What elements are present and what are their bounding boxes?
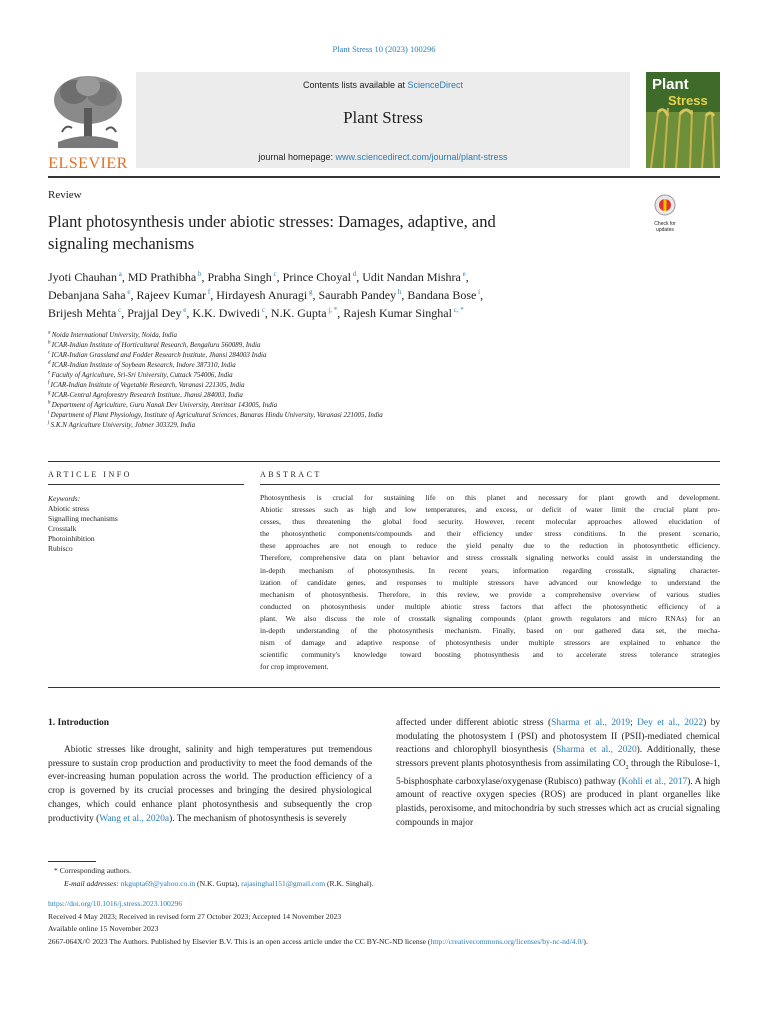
article-info-rule: [48, 484, 244, 485]
affiliation-item: [48, 370, 383, 380]
abstract-rule: [260, 484, 720, 485]
affiliation-item: [48, 340, 383, 350]
affiliation-item: [48, 400, 383, 410]
keywords-block: [48, 494, 118, 554]
author-name[interactable]: Debanjana Saha: [48, 288, 126, 302]
abstract-line: for crop improvement.: [260, 662, 329, 672]
elsevier-tree-icon: [48, 72, 128, 148]
author-line: Jyoti Chauhan $^a$, MD Prathibha $^b$, Prabha Singh $^c$, Prince Choyal $^d$, Udit Nandan Mishra $^e$,: [48, 270, 469, 284]
author-affiliation-marker[interactable]: d: [350, 270, 357, 278]
corresponding-authors-note: * Corresponding authors.: [54, 866, 131, 875]
keyword-item: Photoinhibition: [48, 534, 95, 543]
affiliation-marker: g: [48, 390, 52, 396]
affiliation-marker: h: [48, 400, 52, 406]
check-for-updates-badge[interactable]: [648, 194, 682, 233]
author-affiliation-marker[interactable]: c: [116, 306, 122, 314]
author-name[interactable]: Prajjal Dey: [127, 306, 182, 320]
citation-sharma-2020[interactable]: Sharma et al., 2020: [556, 745, 637, 756]
affiliation-text: ICAR-Indian Grassland and Fodder Research Institute, Jhansi 284003 India: [51, 351, 267, 359]
affiliation-text: Noida International University, Noida, India: [51, 331, 177, 339]
abstract-line: mechanism of photosynthesis. Therefore, in this review, we provide a comprehensive overview of various studies: [260, 589, 720, 599]
section-heading-introduction: 1. Introduction: [48, 718, 110, 728]
author-name[interactable]: Hirdayesh Anuragi: [216, 288, 308, 302]
affiliation-text: ICAR-Central Agroforestry Research Institute, Jhansi 284003, India: [51, 391, 243, 399]
author-affiliation-marker[interactable]: b: [196, 270, 202, 278]
abstract-line: plant. We also discuss the role of crosstalk signaling compounds (plant growth regulators and micro RNAs) for an: [260, 613, 720, 623]
author-name[interactable]: Rajesh Kumar Singhal: [343, 306, 452, 320]
abstract-line: cesses, thus threatening the global food security. However, recent molecular approaches allowed elucidation of: [260, 517, 720, 527]
homepage-link[interactable]: www.sciencedirect.com/journal/plant-stress: [335, 152, 508, 162]
author-name[interactable]: Brijesh Mehta: [48, 306, 117, 320]
keyword-item: Abiotic stress: [48, 504, 90, 513]
abstract-line: conducted on photosynthesis under multiple abiotic stress factors that affect the photosynthetic efficiency of a: [260, 601, 720, 611]
author-name[interactable]: Saurabh Pandey: [318, 288, 397, 302]
cover-word-stress: Stress: [668, 93, 708, 108]
elsevier-logo[interactable]: [48, 72, 128, 172]
abstract-line: the photosynthetic components/compounds and their efficiency under stress conditions. In the present scenario,: [260, 529, 720, 539]
author-name[interactable]: Udit Nandan Mishra: [362, 270, 461, 284]
cover-word-plant: Plant: [652, 76, 689, 93]
author-affiliation-marker[interactable]: c: [271, 270, 277, 278]
affiliation-marker: d: [48, 360, 52, 366]
abstract-line: these approaches are not enough to reduce the yield penalty due to the reduction in photosynthetic efficiency.: [260, 541, 720, 551]
info-rule: [48, 461, 720, 462]
author-affiliation-marker[interactable]: e: [125, 288, 131, 296]
author-name[interactable]: Prabha Singh: [207, 270, 272, 284]
affiliation-text: S.K.N Agriculture University, Jobner 303329, India: [50, 421, 196, 429]
article-info-heading: ARTICLE INFO: [48, 470, 132, 479]
affiliation-marker: a: [48, 330, 52, 336]
author-affiliation-marker[interactable]: f: [206, 288, 211, 296]
abstract-line: nism of damage and adaptive response of photosynthesis under multiple stressors are explained to enhance the: [260, 638, 720, 648]
abstract-line: in-depth understanding of the photosynthesis mechanism. Finally, based on our gathered data set, the mecha-: [260, 626, 720, 636]
abstract-line: scientific community's knowledge toward boosting photosynthesis and to accelerate stress tolerance strategies: [260, 650, 720, 660]
keyword-item: Signalling mechanisms: [48, 514, 118, 523]
intro-left-column: Abiotic stresses like drought, salinity and high temperatures put tremendous pressure to sustain crop production and productivity to meet the food demands of the ever-increasing human population across the world. The production efficiency of a crop is governed by its crucial processes and bringing the desired physiological changes, which could enhance plant photosynthesis and subsequently the crop productivity (Wang et al., 2020a). The mechanism of photosynthesis is severely: [48, 745, 372, 824]
article-title: Plant photosynthesis under abiotic stresses: Damages, adaptive, and signaling mechanisms: [48, 212, 496, 253]
keyword-item: Rubisco: [48, 544, 73, 553]
affiliation-text: Faculty of Agriculture, Sri-Sri University, Cuttack 754006, India: [51, 371, 233, 379]
check-updates-line1: Check for: [654, 221, 676, 227]
doi-link[interactable]: https://doi.org/10.1016/j.stress.2023.100296: [48, 899, 183, 908]
citation-kohli-2017[interactable]: Kohli et al., 2017: [621, 776, 688, 787]
affiliation-text: ICAR-Indian Institute of Soybean Research, Indore 387310, India: [51, 361, 236, 369]
email-singhal-link[interactable]: rajasinghal151@gmail.com: [241, 879, 326, 888]
author-name[interactable]: N.K. Gupta: [270, 306, 327, 320]
homepage-line: journal homepage: www.sciencedirect.com/journal/plant-stress: [258, 152, 508, 162]
author-affiliation-marker[interactable]: e: [460, 270, 466, 278]
citation-wang-2020a[interactable]: Wang et al., 2020a: [99, 813, 170, 824]
author-name[interactable]: Prince Choyal: [282, 270, 351, 284]
available-online-date: Available online 15 November 2023: [48, 924, 159, 933]
affiliation-marker: i: [48, 410, 51, 416]
citation-dey-2022[interactable]: Dey et al., 2022: [637, 718, 704, 728]
author-affiliation-marker[interactable]: g: [307, 288, 313, 296]
abstract-line: ization of candidate genes, and responses to multiple stressors have advanced our knowledge to understand the: [260, 577, 720, 587]
author-line: Brijesh Mehta $^c$, Prajjal Dey $^e$, K.K. Dwivedi $^c$, N.K. Gupta $^{j, *}$, Rajesh Kumar Singhal $^{c, *}$: [48, 306, 464, 320]
affiliation-item: [48, 410, 383, 420]
journal-banner: [136, 72, 630, 168]
publisher-name: ELSEVIER: [48, 155, 128, 172]
abstract-line: in-depth mechanism of photosynthesis. In recent years, information regarding crosstalk, signaling character-: [260, 565, 720, 575]
crossmark-icon: [654, 194, 676, 216]
author-line: Debanjana Saha $^e$, Rajeev Kumar $^f$, Hirdayesh Anuragi $^g$, Saurabh Pandey $^h$, Bandana Bose $^i$,: [48, 288, 484, 302]
affiliation-marker: c: [48, 350, 52, 356]
author-affiliation-marker[interactable]: c, *: [451, 306, 464, 314]
affiliation-text: ICAR-Indian Institute of Vegetable Research, Varanasi 221305, India: [50, 381, 245, 389]
abstract-line: Photosynthesis is crucial for sustaining life on this planet and necessary for plant growth and development.: [260, 493, 720, 502]
author-name[interactable]: K.K. Dwivedi: [192, 306, 261, 320]
affiliation-item: [48, 390, 383, 400]
affiliation-text: Department of Agriculture, Guru Nanak Dev University, Amritsar 143005, India: [51, 401, 278, 409]
journal-cover[interactable]: [646, 72, 720, 168]
affiliation-list: [48, 330, 383, 430]
author-affiliation-marker[interactable]: h: [396, 288, 402, 296]
abstract-heading: ABSTRACT: [260, 470, 322, 479]
author-affiliation-marker[interactable]: e: [181, 306, 187, 314]
author-affiliation-marker[interactable]: c: [260, 306, 265, 314]
affiliation-text: Department of Plant Physiology, Institute of Agricultural Sciences, Banaras Hindu University, Varanasi 221005, India: [50, 411, 383, 419]
author-name[interactable]: Rajeev Kumar: [136, 288, 207, 302]
author-affiliation-marker[interactable]: a: [117, 270, 122, 278]
affiliation-marker: b: [48, 340, 52, 346]
author-affiliation-marker[interactable]: j, *: [326, 306, 338, 314]
affiliation-text: ICAR-Indian Institute of Horticultural Research, Bengaluru 560089, India: [51, 341, 261, 349]
abstract-end-rule: [48, 687, 720, 688]
affiliation-item: [48, 380, 383, 390]
received-dates: Received 4 May 2023; Received in revised form 27 October 2023; Accepted 14 November 2023: [48, 912, 342, 921]
citation-sharma-2019[interactable]: Sharma et al., 2019: [551, 718, 631, 728]
footnote-rule: [48, 861, 96, 862]
keyword-item: Crosstalk: [48, 524, 77, 533]
author-affiliation-marker[interactable]: i: [476, 288, 481, 296]
abstract-text: [260, 492, 720, 673]
header-rule: [48, 176, 720, 178]
check-updates-line2: updates: [656, 227, 674, 233]
author-list: [48, 268, 483, 322]
author-name[interactable]: Jyoti Chauhan: [48, 270, 117, 284]
affiliation-item: [48, 420, 383, 430]
license-statement: 2667-064X/© 2023 The Authors. Published by Elsevier B.V. This is an open access article under the CC BY-NC-ND license (http://creativecommons.org/licenses/by-nc-nd/4.0/).: [48, 937, 588, 946]
abstract-line: Abiotic stresses such as high and low temperatures, and excess, or deficit of water limit the crucial plant pro-: [260, 505, 720, 515]
journal-title: Plant Stress: [343, 108, 423, 127]
journal-reference[interactable]: Plant Stress 10 (2023) 100296: [332, 44, 436, 54]
author-name[interactable]: Bandana Bose: [407, 288, 477, 302]
affiliation-item: [48, 350, 383, 360]
sciencedirect-link[interactable]: ScienceDirect: [407, 80, 464, 90]
email-addresses: E-mail addresses: nkgupta69@yahoo.co.in (N.K. Gupta), rajasinghal151@gmail.com (R.K. Singhal).: [64, 879, 374, 888]
author-name[interactable]: MD Prathibha: [127, 270, 197, 284]
affiliation-item: [48, 360, 383, 370]
intro-right-column: affected under different abiotic stress (Sharma et al., 2019; Dey et al., 2022) by modulating the photosystem I (PSI) and photosystem II (PSII)-mediated chemical reactions and chlorophyll biosynthesis (Sharma et al., 2020). Additionally, these stressors prevent plants photosynthesis from assimilating $CO_2$ through the Ribulose-1, 5-bisphosphate carboxylase/oxygenase (Rubisco) pathway (Kohli et al., 2017). A high amount of reactive oxygen species (ROS) are produced in plant organelles like plastids, peroxisome, and mitochondria by such stresses which act as crucial signaling compounds in major: [396, 718, 721, 828]
keywords-list: [48, 504, 118, 554]
license-link[interactable]: http://creativecommons.org/licenses/by-nc-nd/4.0/: [430, 937, 584, 946]
article-type: Review: [48, 189, 82, 201]
affiliation-marker: e: [48, 370, 52, 376]
affiliation-marker: j: [48, 420, 51, 426]
keywords-label: Keywords:: [48, 494, 81, 503]
affiliation-marker: f: [48, 380, 51, 386]
abstract-line: Therefore, comprehensive data on plant behavior and stress crosstalk signaling networks could assist in understanding the: [260, 553, 720, 563]
affiliation-item: [48, 330, 383, 340]
contents-line: Contents lists available at ScienceDirect: [302, 80, 464, 90]
email-gupta-link[interactable]: nkgupta69@yahoo.co.in: [120, 879, 196, 888]
